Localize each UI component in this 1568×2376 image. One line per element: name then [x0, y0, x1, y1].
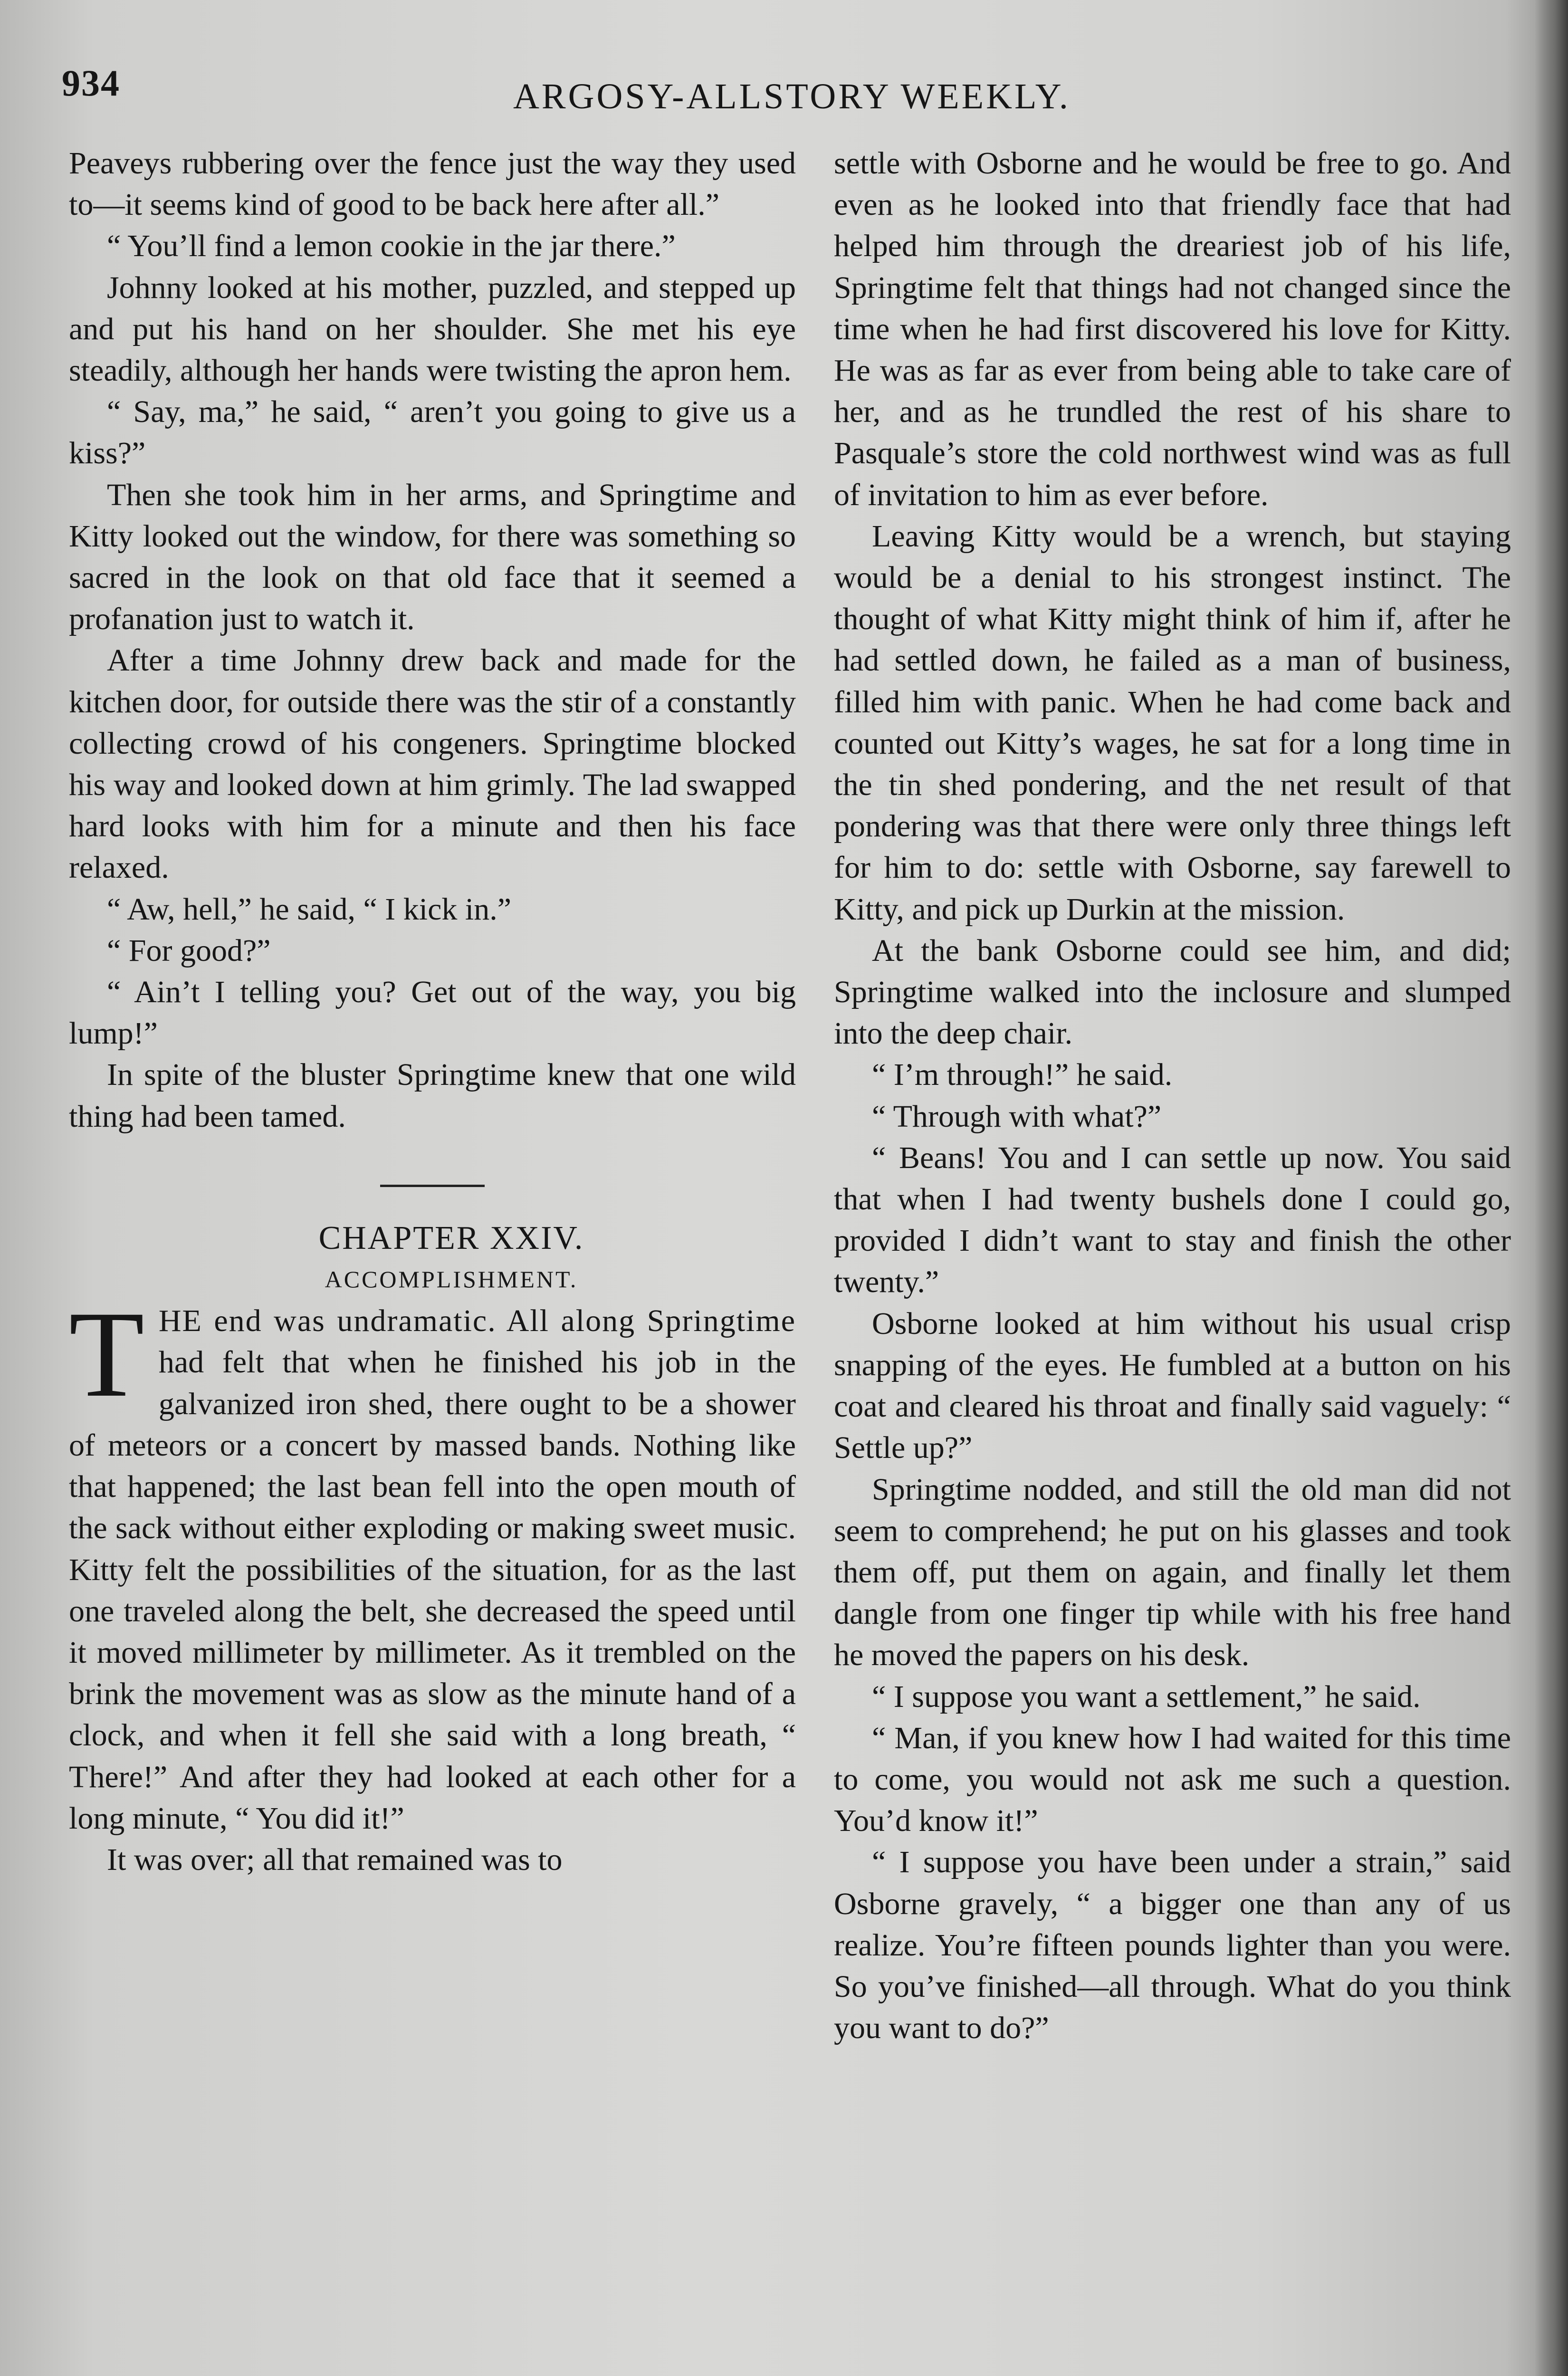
- section-divider: [380, 1185, 485, 1187]
- left-column: [69, 143, 796, 1880]
- paragraph: Osborne looked at him without his usual crisp snapping of the eyes. He fumbled at a button on his coat and cleared his throat and finally said vaguely: “ Settle up?”: [834, 1306, 1511, 1466]
- page-number: 934: [62, 62, 120, 104]
- paragraph: “ Say, ma,” he said, “ aren’t you going to give us a kiss?”: [69, 394, 796, 471]
- page-binding-shadow: [1535, 0, 1568, 2376]
- paragraph: After a time Johnny drew back and made for the kitchen door, for outside there was the stir of a constantly collecting crowd of his congeners. Springtime blocked his way and looked down at him grimly. The lad swapped hard looks with him for a minute and then his face relaxed.: [69, 643, 796, 885]
- paragraph: “ For good?”: [107, 933, 271, 968]
- running-head: ARGOSY-ALLSTORY WEEKLY.: [513, 77, 1071, 116]
- paragraph: It was over; all that remained was to: [107, 1842, 563, 1877]
- paragraph: “ Beans! You and I can settle up now. You said that when I had twenty bushels done I could go, provided I didn’t want to stay and finish the other twenty.”: [834, 1140, 1511, 1300]
- paragraph: “ Ain’t I telling you? Get out of the way, you big lump!”: [69, 975, 796, 1051]
- paragraph: settle with Osborne and he would be free to go. And even as he looked into that friendly face that had helped him through the dreariest job of his life, Springtime felt that things had not changed since the time when he had first discovered his love for Kitty. He was as far as ever from being able to take care of her, and as he trundled the rest of his share to Pasquale’s store the cold northwest wind was as full of invitation to him as ever before.: [834, 146, 1511, 512]
- paragraph: Then she took him in her arms, and Springtime and Kitty looked out the window, for there was something so sacred in the look on that old face that it seemed a profanation just to watch it.: [69, 477, 796, 637]
- chapter-title: CHAPTER XXIV.: [318, 1219, 584, 1256]
- paragraph: Johnny looked at his mother, puzzled, and stepped up and put his hand on her shoulder. She met his eye steadily, although her hands were twisting the apron hem.: [69, 270, 796, 388]
- chapter-subtitle: ACCOMPLISHMENT.: [325, 1266, 578, 1293]
- paragraph: Leaving Kitty would be a wrench, but staying would be a denial to his strongest instinct. The thought of what Kitty might think of him if, after he had settled down, he failed as a man of business, filled him with panic. When he had come back and counted out Kitty’s wages, he sat for a long time in the tin shed pondering, and the net result of that pondering was that there were only three things left for him to do: settle with Osborne, say farewell to Kitty, and pick up Durkin at the mission.: [834, 518, 1511, 927]
- drop-cap: T: [69, 1286, 144, 1423]
- paragraph: In spite of the bluster Springtime knew that one wild thing had been tamed.: [69, 1057, 796, 1134]
- paragraph: At the bank Osborne could see him, and did; Springtime walked into the inclosure and slumped into the deep chair.: [834, 933, 1511, 1051]
- paragraph: Peaveys rubbering over the fence just the way they used to—it seems kind of good to be back here after all.”: [69, 146, 796, 222]
- paragraph: “ Through with what?”: [872, 1099, 1162, 1134]
- paragraph: “ I’m through!” he said.: [872, 1057, 1173, 1092]
- paragraph: “ Man, if you knew how I had waited for this time to come, you would not ask me such a question. You’d know it!”: [834, 1720, 1511, 1839]
- chapter-opening-text: HE end was undramatic. All along Springtime had felt that when he finished his job in the galvanized iron shed, there ought to be a shower of meteors or a concert by massed bands. Nothing like that happened; the last bean fell into the open mouth of the sack without either exploding or making sweet music. Kitty felt the possibilities of the situation, for as the last one traveled along the belt, she decreased the speed until it moved millimeter by millimeter. As it trembled on the brink the movement was as slow as the minute hand of a clock, and when it fell she said with a long breath, “ There!” And after they had looked at each other for a long minute, “ You did it!”: [69, 1303, 796, 1836]
- paragraph: Springtime nodded, and still the old man did not seem to comprehend; he put on his glasses and took them off, put them on again, and finally let them dangle from one finger tip while with his free hand he moved the papers on his desk.: [834, 1472, 1511, 1673]
- paragraph: “ Aw, hell,” he said, “ I kick in.”: [107, 891, 512, 927]
- right-column: [834, 143, 1511, 2049]
- chapter-opening-paragraph: [69, 1286, 796, 1839]
- paragraph: “ I suppose you have been under a strain,” said Osborne gravely, “ a bigger one than any of us realize. You’re fifteen pounds lighter than you were. So you’ve finished—all through. What do you think you want to do?”: [834, 1845, 1511, 2046]
- paragraph: “ You’ll find a lemon cookie in the jar there.”: [107, 229, 676, 264]
- paragraph: “ I suppose you want a settlement,” he said.: [872, 1679, 1421, 1714]
